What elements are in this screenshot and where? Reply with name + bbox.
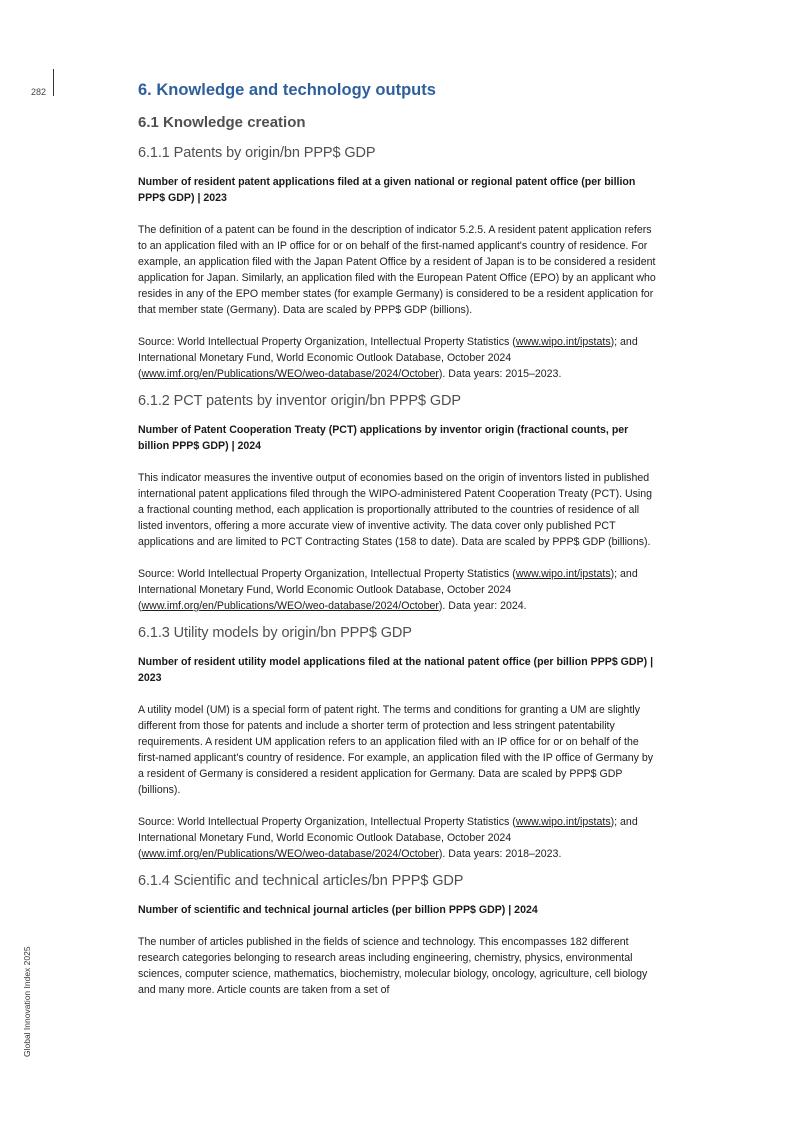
imf-weo-link[interactable]: www.imf.org/en/Publications/WEO/weo-database/2024/October	[141, 368, 439, 380]
source-text: ); and International Monetary Fund, World Economic Outlook Database, October 2024 (	[138, 336, 638, 380]
indicator-subtitle: Number of Patent Cooperation Treaty (PCT) applications by inventor origin (fractional counts, per billion PPP$ GDP) | 2024	[138, 424, 629, 452]
indicator-block	[138, 389, 658, 614]
indicator-description: This indicator measures the inventive output of economies based on the origin of inventors listed in published international patent applications filed through the WIPO-administered Patent Cooperation Treaty (PCT). Using a fractional counting method, each application is proportionally attributed to the countries of residence of all listed inventors, offering a more accurate view of inventive activity. The data cover only published PCT applications and are limited to PCT Contracting States (158 to date). Data are scaled by PPP$ GDP (billions).	[138, 472, 653, 548]
indicator-subtitle: Number of resident patent applications filed at a given national or regional patent office (per billion PPP$ GDP) | 2023	[138, 176, 636, 204]
running-footer-label: Global Innovation Index 2025	[22, 946, 32, 1057]
subsection-title: 6.1 Knowledge creation	[138, 114, 306, 131]
indicator-subtitle: Number of scientific and technical journal articles (per billion PPP$ GDP) | 2024	[138, 904, 538, 916]
indicator-heading: 6.1.4 Scientific and technical articles/bn PPP$ GDP	[138, 873, 464, 889]
indicator-heading: 6.1.3 Utility models by origin/bn PPP$ GDP	[138, 625, 412, 641]
indicator-subtitle: Number of resident utility model applications filed at the national patent office (per billion PPP$ GDP) | 2023	[138, 656, 654, 684]
wipo-ipstats-link[interactable]: www.wipo.int/ipstats	[515, 336, 611, 348]
source-text: Source: World Intellectual Property Organization, Intellectual Property Statistics (	[138, 336, 516, 348]
imf-weo-link[interactable]: www.imf.org/en/Publications/WEO/weo-database/2024/October	[141, 600, 439, 612]
indicator-source	[138, 334, 658, 382]
imf-weo-link[interactable]: www.imf.org/en/Publications/WEO/weo-database/2024/October	[141, 848, 439, 860]
source-text: ). Data years: 2015–2023.	[438, 368, 562, 380]
indicator-block	[138, 141, 658, 382]
margin-rule	[53, 69, 54, 96]
indicator-block	[138, 621, 658, 862]
wipo-ipstats-link[interactable]: www.wipo.int/ipstats	[515, 816, 611, 828]
indicator-heading: 6.1.1 Patents by origin/bn PPP$ GDP	[138, 145, 376, 161]
indicator-block	[138, 869, 658, 998]
indicator-description: The definition of a patent can be found in the description of indicator 5.2.5. A resident patent application refers to an application filed with an IP office for or on behalf of the first-named applicant's country of residence. For example, an application filed with the Japan Patent Office by a resident of Japan is to be considered a resident application for Japan. Similarly, an application filed with the European Patent Office (EPO) by an applicant who resides in any of the EPO member states (for example Germany) is considered to be a resident application for that member state (Germany). Data are scaled by PPP$ GDP (billions).	[138, 224, 656, 316]
wipo-ipstats-link[interactable]: www.wipo.int/ipstats	[515, 568, 611, 580]
source-text: Source: World Intellectual Property Organization, Intellectual Property Statistics (	[138, 816, 516, 828]
indicator-source	[138, 566, 658, 614]
source-text: ); and International Monetary Fund, World Economic Outlook Database, October 2024 (	[138, 568, 638, 612]
source-text: ). Data year: 2024.	[438, 600, 527, 612]
source-text: ). Data years: 2018–2023.	[438, 848, 562, 860]
indicator-description: A utility model (UM) is a special form of patent right. The terms and conditions for granting a UM are slightly different from those for patents and include a shorter term of protection and less stringent patentability requirements. A resident UM application refers to an application filed with an IP office for or on behalf of the first-named applicant's country of residence. For example, an application filed with the IP office of Germany by a resident of Germany is considered a resident application for Germany. Data are scaled by PPP$ GDP (billions).	[138, 704, 654, 796]
source-text: Source: World Intellectual Property Organization, Intellectual Property Statistics (	[138, 568, 516, 580]
section-title: 6. Knowledge and technology outputs	[138, 81, 436, 99]
indicator-source	[138, 814, 658, 862]
indicator-heading: 6.1.2 PCT patents by inventor origin/bn PPP$ GDP	[138, 393, 461, 409]
main-content	[138, 78, 658, 1014]
source-text: ); and International Monetary Fund, World Economic Outlook Database, October 2024 (	[138, 816, 638, 860]
page-number: 282	[31, 87, 47, 97]
indicator-description: The number of articles published in the fields of science and technology. This encompasses 182 different research categories belonging to research areas including engineering, chemistry, physics, environmental sciences, computer science, mathematics, biochemistry, molecular biology, oncology, agriculture, cell biology and many more. Article counts are taken from a set of	[138, 936, 648, 996]
